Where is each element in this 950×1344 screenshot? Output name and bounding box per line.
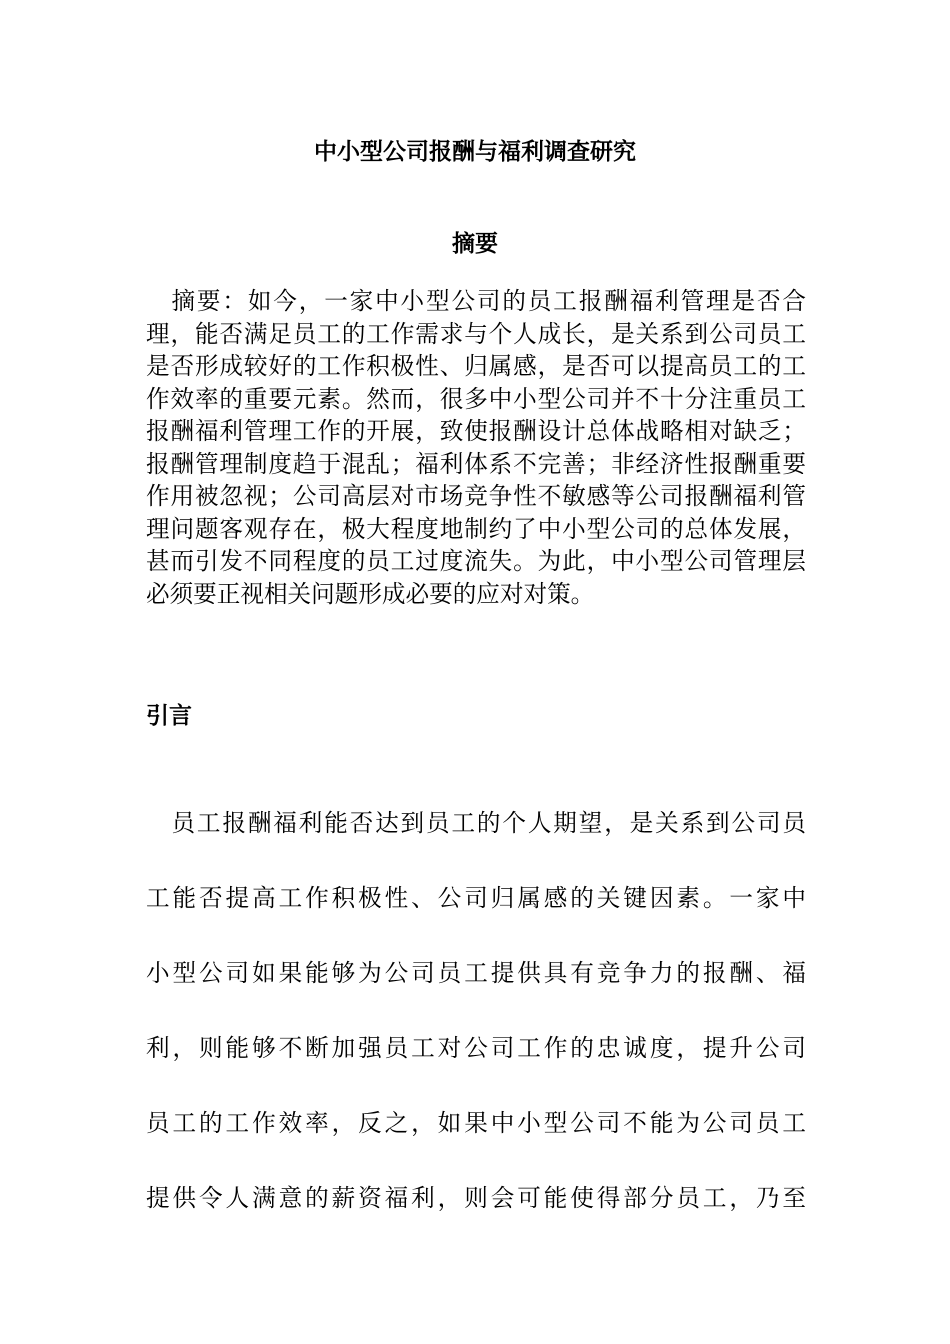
intro-line: 员工的工作效率，反之，如果中小型公司不能为公司员工 bbox=[146, 1109, 806, 1137]
intro-line: 提供令人满意的薪资福利，则会可能使得部分员工，乃至 bbox=[146, 1184, 806, 1212]
document-title: 中小型公司报酬与福利调查研究 bbox=[314, 139, 636, 165]
abstract-heading: 摘要 bbox=[452, 231, 498, 257]
intro-line: 利，则能够不断加强员工对公司工作的忠诚度，提升公司 bbox=[146, 1034, 806, 1062]
abstract-body bbox=[146, 285, 806, 610]
abstract-paragraph: 摘要：如今，一家中小型公司的员工报酬福利管理是否合理，能否满足员工的工作需求与个人成长，是关系到公司员工是否形成较好的工作积极性、归属感，是否可以提高员工的工作效率的重要元素。然而，很多中小型公司并不十分注重员工报酬福利管理工作的开展，致使报酬设计总体战略相对缺乏；报酬管理制度趋于混乱；福利体系不完善；非经济性报酬重要作用被忽视；公司高层对市场竞争性不敏感等公司报酬福利管理问题客观存在，极大程度地制约了中小型公司的总体发展，甚而引发不同程度的员工过度流失。为此，中小型公司管理层必须要正视相关问题形成必要的应对对策。 bbox=[146, 287, 806, 608]
intro-heading: 引言 bbox=[146, 703, 192, 729]
intro-line: 小型公司如果能够为公司员工提供具有竞争力的报酬、福 bbox=[146, 959, 806, 987]
intro-line: 员工报酬福利能否达到员工的个人期望，是关系到公司员 bbox=[146, 809, 806, 837]
intro-body bbox=[146, 800, 806, 1250]
intro-line: 工能否提高工作积极性、公司归属感的关键因素。一家中 bbox=[146, 884, 806, 912]
